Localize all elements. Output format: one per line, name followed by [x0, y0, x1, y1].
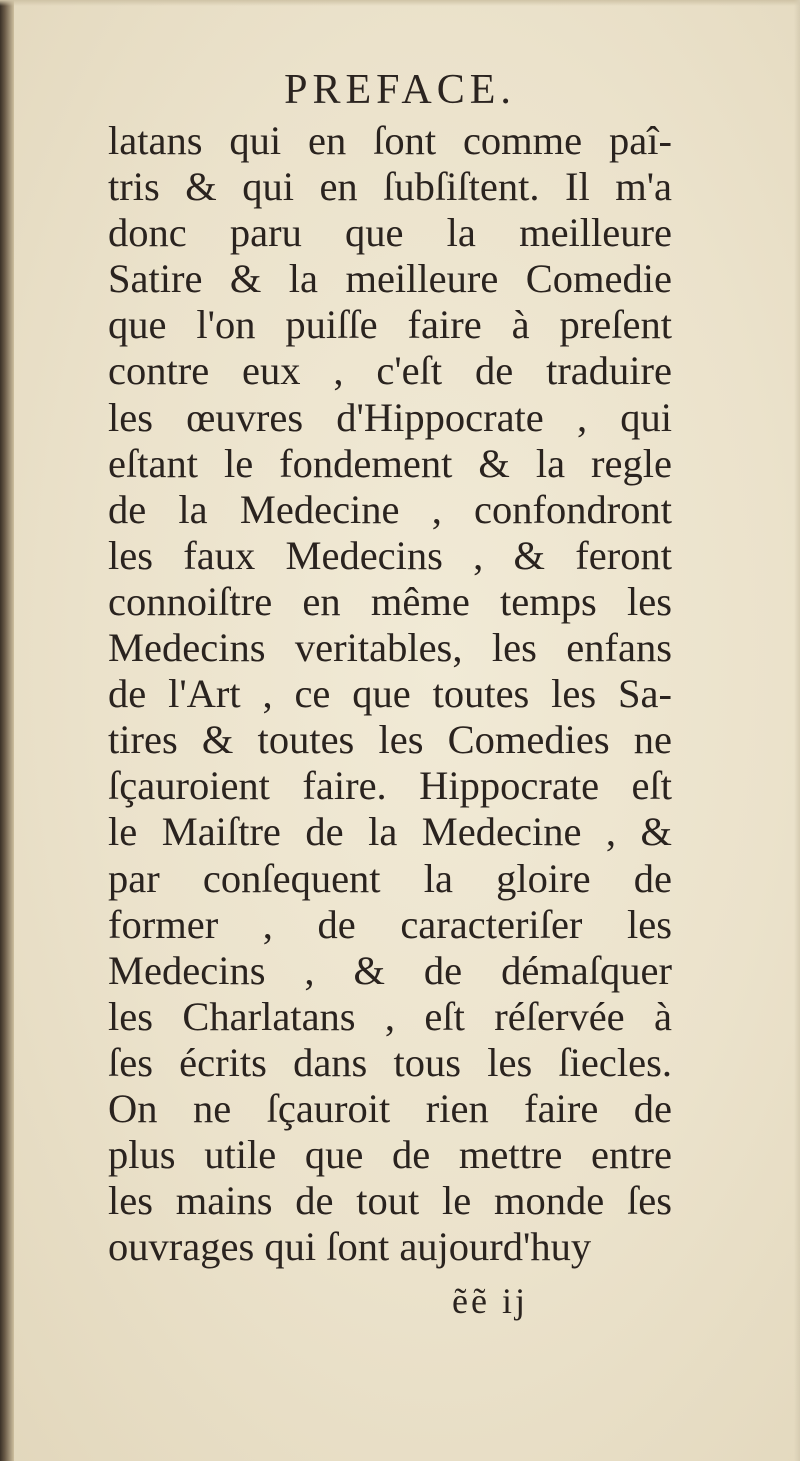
page-right-edge — [794, 0, 800, 1461]
text-line: ſes écrits dans tous les ſiecles. — [108, 1039, 672, 1085]
text-line: eſtant le fondement & la regle — [108, 440, 672, 486]
text-line: tires & toutes les Comedies ne — [108, 717, 672, 763]
text-line: que l'on puiſſe faire à preſent — [108, 302, 672, 348]
text-line: Satire & la meilleure Comedie — [108, 256, 672, 302]
text-line: tris & qui en ſubſiſtent. Il m'a — [108, 164, 672, 210]
text-line: de l'Art , ce que toutes les Sa- — [108, 671, 672, 717]
text-line: latans qui en ſont comme paî- — [108, 118, 672, 163]
text-line: donc paru que la meilleure — [108, 210, 672, 256]
text-line: ouvrages qui ſont aujourd'huy — [108, 1224, 592, 1270]
page-gutter-shadow — [0, 0, 14, 1461]
text-line: plus utile que de mettre entre — [108, 1132, 672, 1178]
text-line: ſçauroient faire. Hippocrate eſt — [108, 763, 672, 809]
text-line: les mains de tout le monde ſes — [108, 1178, 672, 1224]
page-top-edge — [0, 0, 800, 6]
text-line: former , de caracteriſer les — [108, 901, 672, 947]
text-line: les Charlatans , eſt réſervée à — [108, 993, 672, 1039]
text-line: par conſequent la gloire de — [108, 855, 672, 901]
text-line: Medecins veritables, les enfans — [108, 625, 672, 671]
text-line: contre eux , c'eſt de traduire — [108, 348, 672, 394]
text-line: les faux Medecins , & feront — [108, 532, 672, 578]
text-line: Medecins , & de démaſquer — [108, 947, 672, 993]
text-line: connoiſtre en même temps les — [108, 578, 672, 624]
text-line: On ne ſçauroit rien faire de — [108, 1085, 672, 1131]
text-line: le Maiſtre de la Medecine , & — [108, 809, 672, 855]
signature-mark: ẽẽ ij — [452, 1281, 528, 1321]
body-text — [108, 118, 672, 1270]
text-line: de la Medecine , confondront — [108, 486, 672, 532]
running-head: PREFACE. — [284, 67, 516, 113]
text-line: les œuvres d'Hippocrate , qui — [108, 394, 672, 440]
